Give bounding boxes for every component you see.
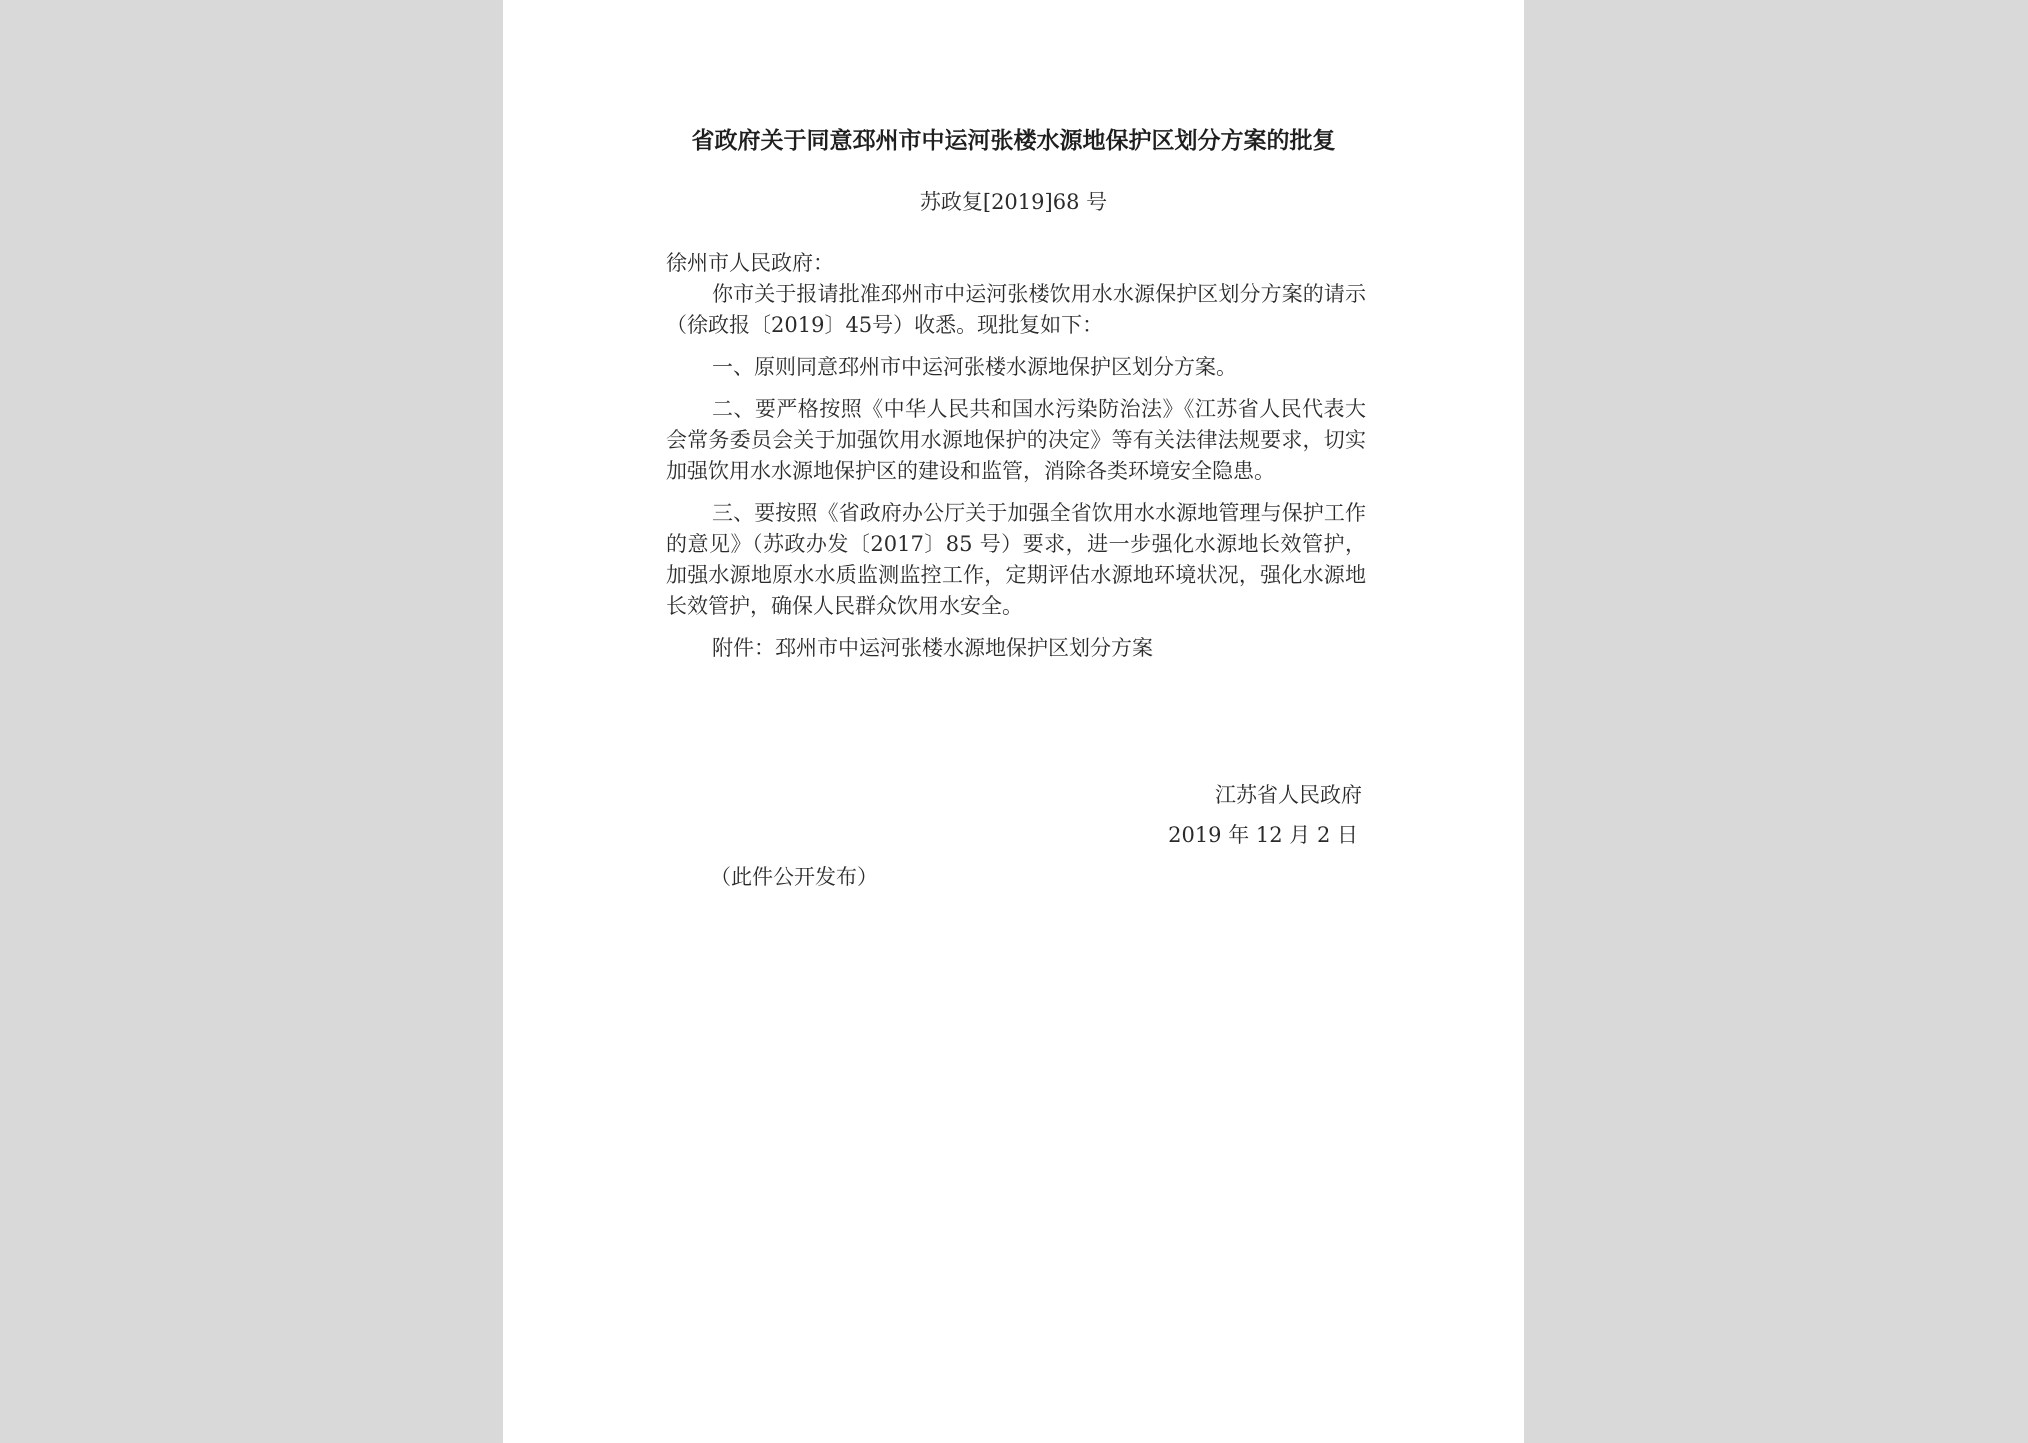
document-number: 苏政复[2019]68 号 <box>919 190 1108 214</box>
paragraph-item-2: 二、要严格按照《中华人民共和国水污染防治法》《江苏省人民代表大会常务委员会关于加强饮用水源地保护的决定》等有关法律法规要求，切实加强饮用水水源地保护区的建设和监管，消除各类环境安全隐患。 <box>666 397 1366 483</box>
signature-organization: 江苏省人民政府 <box>1215 783 1362 807</box>
public-release-note: （此件公开发布） <box>710 865 878 889</box>
document-body <box>666 248 1366 664</box>
paragraph-item-3: 三、要按照《省政府办公厅关于加强全省饮用水水源地管理与保护工作的意见》（苏政办发〔2017〕85 号）要求，进一步强化水源地长效管护，加强水源地原水水质监测监控工作，定期评估水源地环境状况，强化水源地长效管护，确保人民群众饮用水安全。 <box>666 501 1366 618</box>
document-page <box>503 0 1524 1443</box>
document-title: 省政府关于同意邳州市中运河张楼水源地保护区划分方案的批复 <box>691 127 1336 154</box>
signature-date: 2019 年 12 月 2 日 <box>1168 823 1358 847</box>
paragraph-item-1: 一、原则同意邳州市中运河张楼水源地保护区划分方案。 <box>712 355 1237 379</box>
salutation: 徐州市人民政府： <box>666 251 834 275</box>
attachment-line: 附件：邳州市中运河张楼水源地保护区划分方案 <box>712 636 1153 660</box>
paragraph-intro: 你市关于报请批准邳州市中运河张楼饮用水水源保护区划分方案的请示（徐政报〔2019〕45号）收悉。现批复如下： <box>666 282 1366 337</box>
